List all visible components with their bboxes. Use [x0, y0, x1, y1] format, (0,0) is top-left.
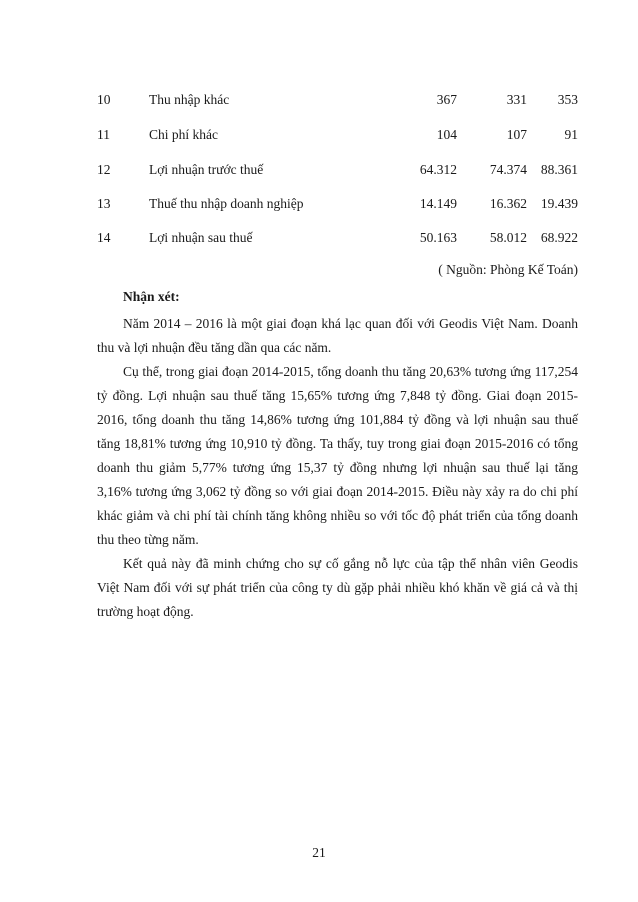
value-2016: 91: [564, 127, 578, 142]
row-number: 10: [97, 92, 111, 107]
section-heading: Nhận xét:: [123, 289, 180, 304]
row-number: 13: [97, 196, 111, 211]
value-2015: 58.012: [489, 230, 527, 245]
value-2015: 331: [506, 92, 527, 107]
table-row: [0, 92, 638, 112]
row-number: 12: [97, 162, 111, 177]
paragraph: Năm 2014 – 2016 là một giai đoạn khá lạc quan đối với Geodis Việt Nam. Doanh thu và lợi nhuận đều tăng dần qua các năm.: [97, 316, 578, 355]
paragraph: Cụ thể, trong giai đoạn 2014-2015, tổng doanh thu tăng 20,63% tương ứng 117,254 tỷ đồng. Lợi nhuận sau thuế tăng 15,65% tương ứng 7,848 tỷ đồng. Giai đoạn 2015-2016, tổng doanh thu tăng 14,86% tương ứng 101,884 tỷ đồng và lợi nhuận sau thuế tăng 18,81% tương ứng 10,910 tỷ đồng. Ta thấy, tuy trong giai đoạn 2015-2016 có tổng doanh thu giảm 5,77% tương ứng 15,37 tỷ đồng nhưng lợi nhuận sau thuế lại tăng 3,16% tương ứng 3,062 tỷ đồng so với giai đoạn 2014-2015. Điều này xảy ra do chi phí khác giảm và chi phí tài chính tăng không nhiều so với tốc độ phát triển của tổng doanh thu theo từng năm.: [97, 364, 578, 547]
body-text: [97, 312, 578, 624]
row-label: Chi phí khác: [149, 127, 218, 142]
value-2016: 88.361: [540, 162, 578, 177]
value-2016: 19.439: [540, 196, 578, 211]
row-number: 14: [97, 230, 111, 245]
value-2015: 74.374: [489, 162, 527, 177]
value-2014: 14.149: [419, 196, 457, 211]
value-2014: 104: [436, 127, 457, 142]
row-label: Lợi nhuận sau thuế: [149, 230, 253, 245]
table-row: [0, 162, 638, 182]
row-label: Thu nhập khác: [149, 92, 230, 107]
table-source-note: ( Nguồn: Phòng Kế Toán): [438, 262, 578, 277]
table-row: [0, 127, 638, 147]
page-number: 21: [312, 845, 326, 860]
row-number: 11: [97, 127, 110, 142]
value-2015: 16.362: [489, 196, 527, 211]
value-2014: 50.163: [419, 230, 457, 245]
row-label: Lợi nhuận trước thuế: [149, 162, 264, 177]
value-2016: 68.922: [540, 230, 578, 245]
value-2014: 64.312: [419, 162, 457, 177]
paragraph: Kết quả này đã minh chứng cho sự cố gắng nỗ lực của tập thể nhân viên Geodis Việt Nam đối với sự phát triển của công ty dù gặp phải nhiều khó khăn về giá cả và thị trường hoạt động.: [97, 556, 578, 619]
table-row: [0, 230, 638, 250]
row-label: Thuế thu nhập doanh nghiệp: [149, 196, 304, 211]
value-2015: 107: [506, 127, 527, 142]
value-2016: 353: [557, 92, 578, 107]
value-2014: 367: [436, 92, 457, 107]
table-row: [0, 196, 638, 216]
